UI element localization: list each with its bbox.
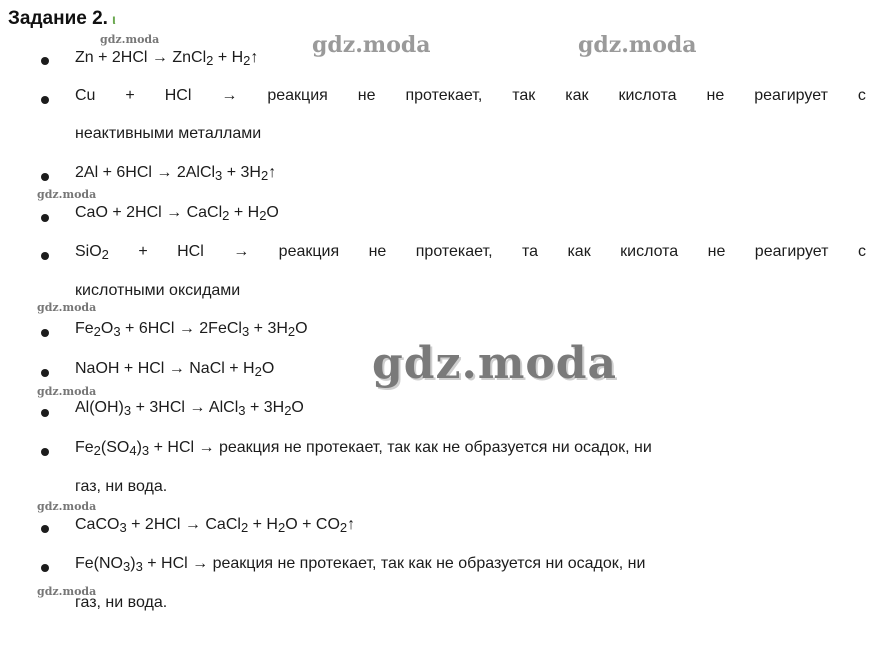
watermark: gdz.moda <box>37 585 97 598</box>
watermark: gdz.moda <box>578 32 697 58</box>
watermark: gdz.moda <box>312 32 431 58</box>
item-formula: 2Al + 6HCl → 2AlCl$_3$ + $3H_2↑$ <box>75 164 277 183</box>
item-text-line: газ, ни вода. <box>75 594 168 611</box>
item-formula: CaCO$_3$ + 2HCl → CaCl$_2$ + $H_2O$ + $CO_2↑$ <box>75 516 356 535</box>
bullet <box>41 369 49 377</box>
item-formula: Zn + 2HCl → ZnCl$_2$ + $H_2↑$ <box>75 49 259 68</box>
item-formula: $Fe_2O_3 + 6HCl$ → 2FeCl$_3$ + $3H_2O$ <box>75 320 308 339</box>
item-text-line: кислотными оксидами <box>75 282 241 299</box>
watermark: gdz.moda <box>37 385 97 398</box>
item-formula: $Al(OH)_3 + 3HCl$ → AlCl$_3$ + $3H_2O$ <box>75 399 304 418</box>
item-text-line: Cu + HCl → реакция не протекает, так как кислота не реагирует с <box>75 87 866 104</box>
item-formula: NaOH + HCl → NaCl + $H_2O$ <box>75 360 275 379</box>
bullet <box>41 329 49 337</box>
title-mark: ι <box>111 11 116 27</box>
item-text-line: газ, ни вода. <box>75 478 168 495</box>
bullet <box>41 252 49 260</box>
bullet <box>41 57 49 65</box>
bullet <box>41 564 49 572</box>
item-text-line: SiO$_2$ + HCl → реакция не протекает, та как кислота не реагирует с <box>75 243 866 262</box>
watermark: gdz.moda <box>100 33 160 46</box>
watermark: gdz.moda <box>372 338 618 389</box>
bullet <box>41 96 49 104</box>
bullet <box>41 173 49 181</box>
bullet <box>41 409 49 417</box>
watermark: gdz.moda <box>37 188 97 201</box>
item-formula: $Fe_2(SO_4)_3$ + HCl → реакция не протекает, так как не образуется ни осадок, ни <box>75 439 652 458</box>
bullet <box>41 525 49 533</box>
task-title <box>8 8 116 30</box>
bullet <box>41 448 49 456</box>
task-title-text: Задание 2. <box>8 8 108 29</box>
bullet <box>41 214 49 222</box>
watermark: gdz.moda <box>37 301 97 314</box>
item-text-line: неактивными металлами <box>75 125 262 142</box>
item-formula: CaO + 2HCl → CaCl$_2$ + $H_2O$ <box>75 204 279 223</box>
item-formula: $Fe(NO_3)_3$ + HCl → реакция не протекает, так как не образуется ни осадок, ни <box>75 555 646 574</box>
watermark: gdz.moda <box>37 500 97 513</box>
